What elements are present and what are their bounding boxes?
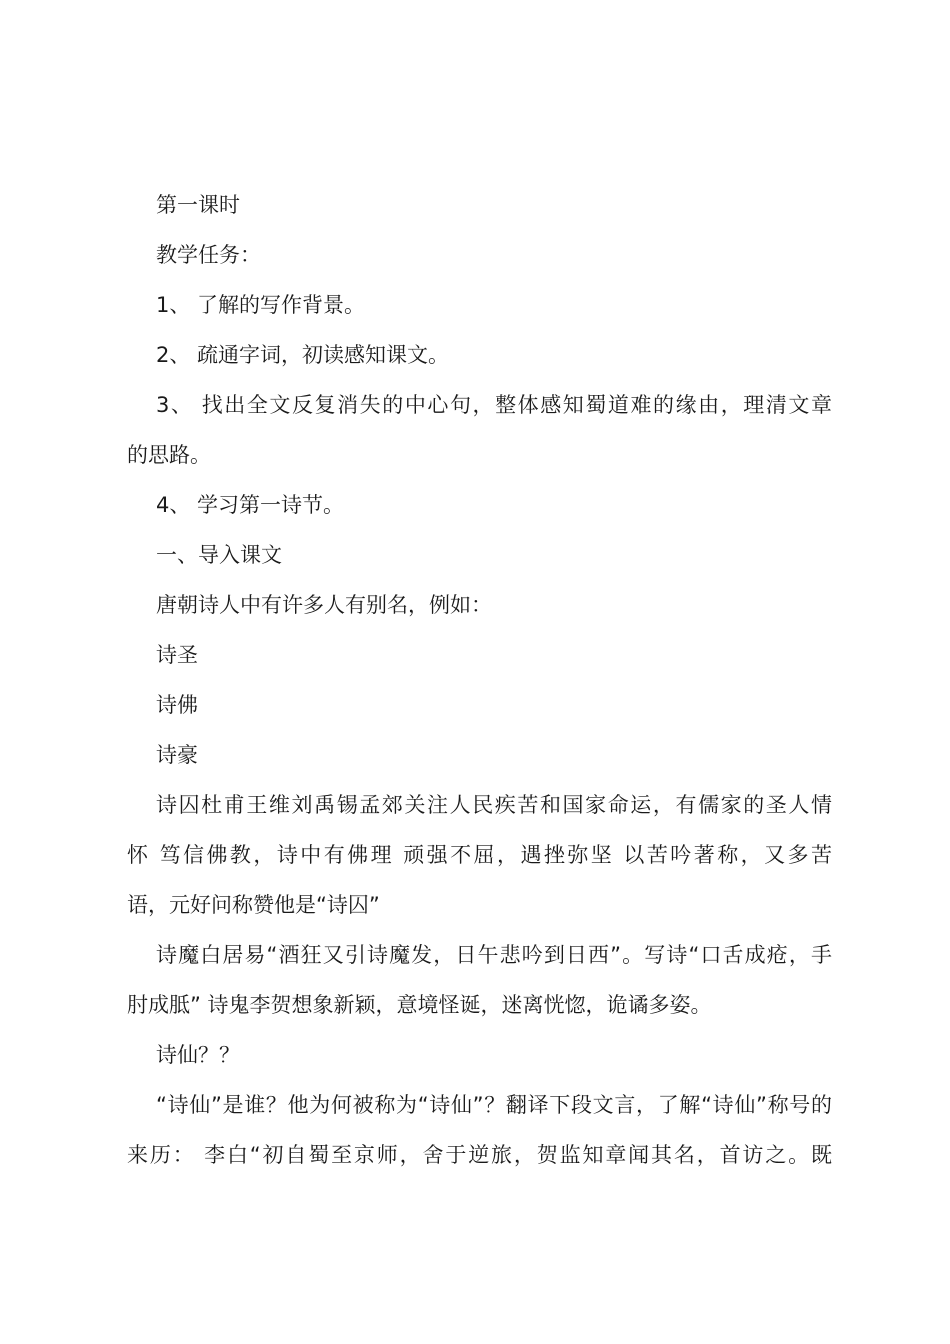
section-heading-intro: 一、导入课文: [156, 543, 282, 567]
paragraph-line: 语，元好问称赞他是“诗囚”: [127, 893, 380, 917]
list-item: 诗佛: [156, 693, 198, 717]
task-item-4: 4、 学习第一诗节。: [156, 493, 345, 517]
task-item-1: 1、 了解的写作背景。: [156, 293, 366, 317]
paragraph-line: 诗仙？？: [156, 1043, 240, 1067]
paragraph-line: “诗仙”是谁？他为何被称为“诗仙”？翻译下段文言，了解“诗仙”称号的: [156, 1093, 832, 1117]
task-heading: 教学任务：: [156, 243, 261, 267]
lesson-heading: 第一课时: [156, 193, 240, 217]
paragraph-line: 诗囚杜甫王维刘禹锡孟郊关注人民疾苦和国家命运，有儒家的圣人情: [156, 793, 832, 817]
task-item-3-continued: 的思路。: [127, 443, 211, 467]
document-page: [127, 180, 832, 1180]
paragraph-line: 来历： 李白“初自蜀至京师，舍于逆旅，贺监知章闻其名，首访之。既: [127, 1143, 832, 1167]
task-item-3: 3、 找出全文反复消失的中心句，整体感知蜀道难的缘由，理清文章: [156, 393, 832, 417]
task-item-2: 2、 疏通字词，初读感知课文。: [156, 343, 450, 367]
list-item: 诗豪: [156, 743, 198, 767]
list-item: 诗圣: [156, 643, 198, 667]
paragraph-line: 怀 笃信佛教，诗中有佛理 顽强不屈，遇挫弥坚 以苦吟著称，又多苦: [127, 843, 832, 867]
paragraph-line: 诗魔白居易“酒狂又引诗魔发，日午悲吟到日西”。写诗“口舌成疮，手: [156, 943, 832, 967]
paragraph-line: 肘成胝” 诗鬼李贺想象新颖，意境怪诞，迷离恍惚，诡谲多姿。: [127, 993, 712, 1017]
paragraph-line: 唐朝诗人中有许多人有别名，例如：: [156, 593, 492, 617]
